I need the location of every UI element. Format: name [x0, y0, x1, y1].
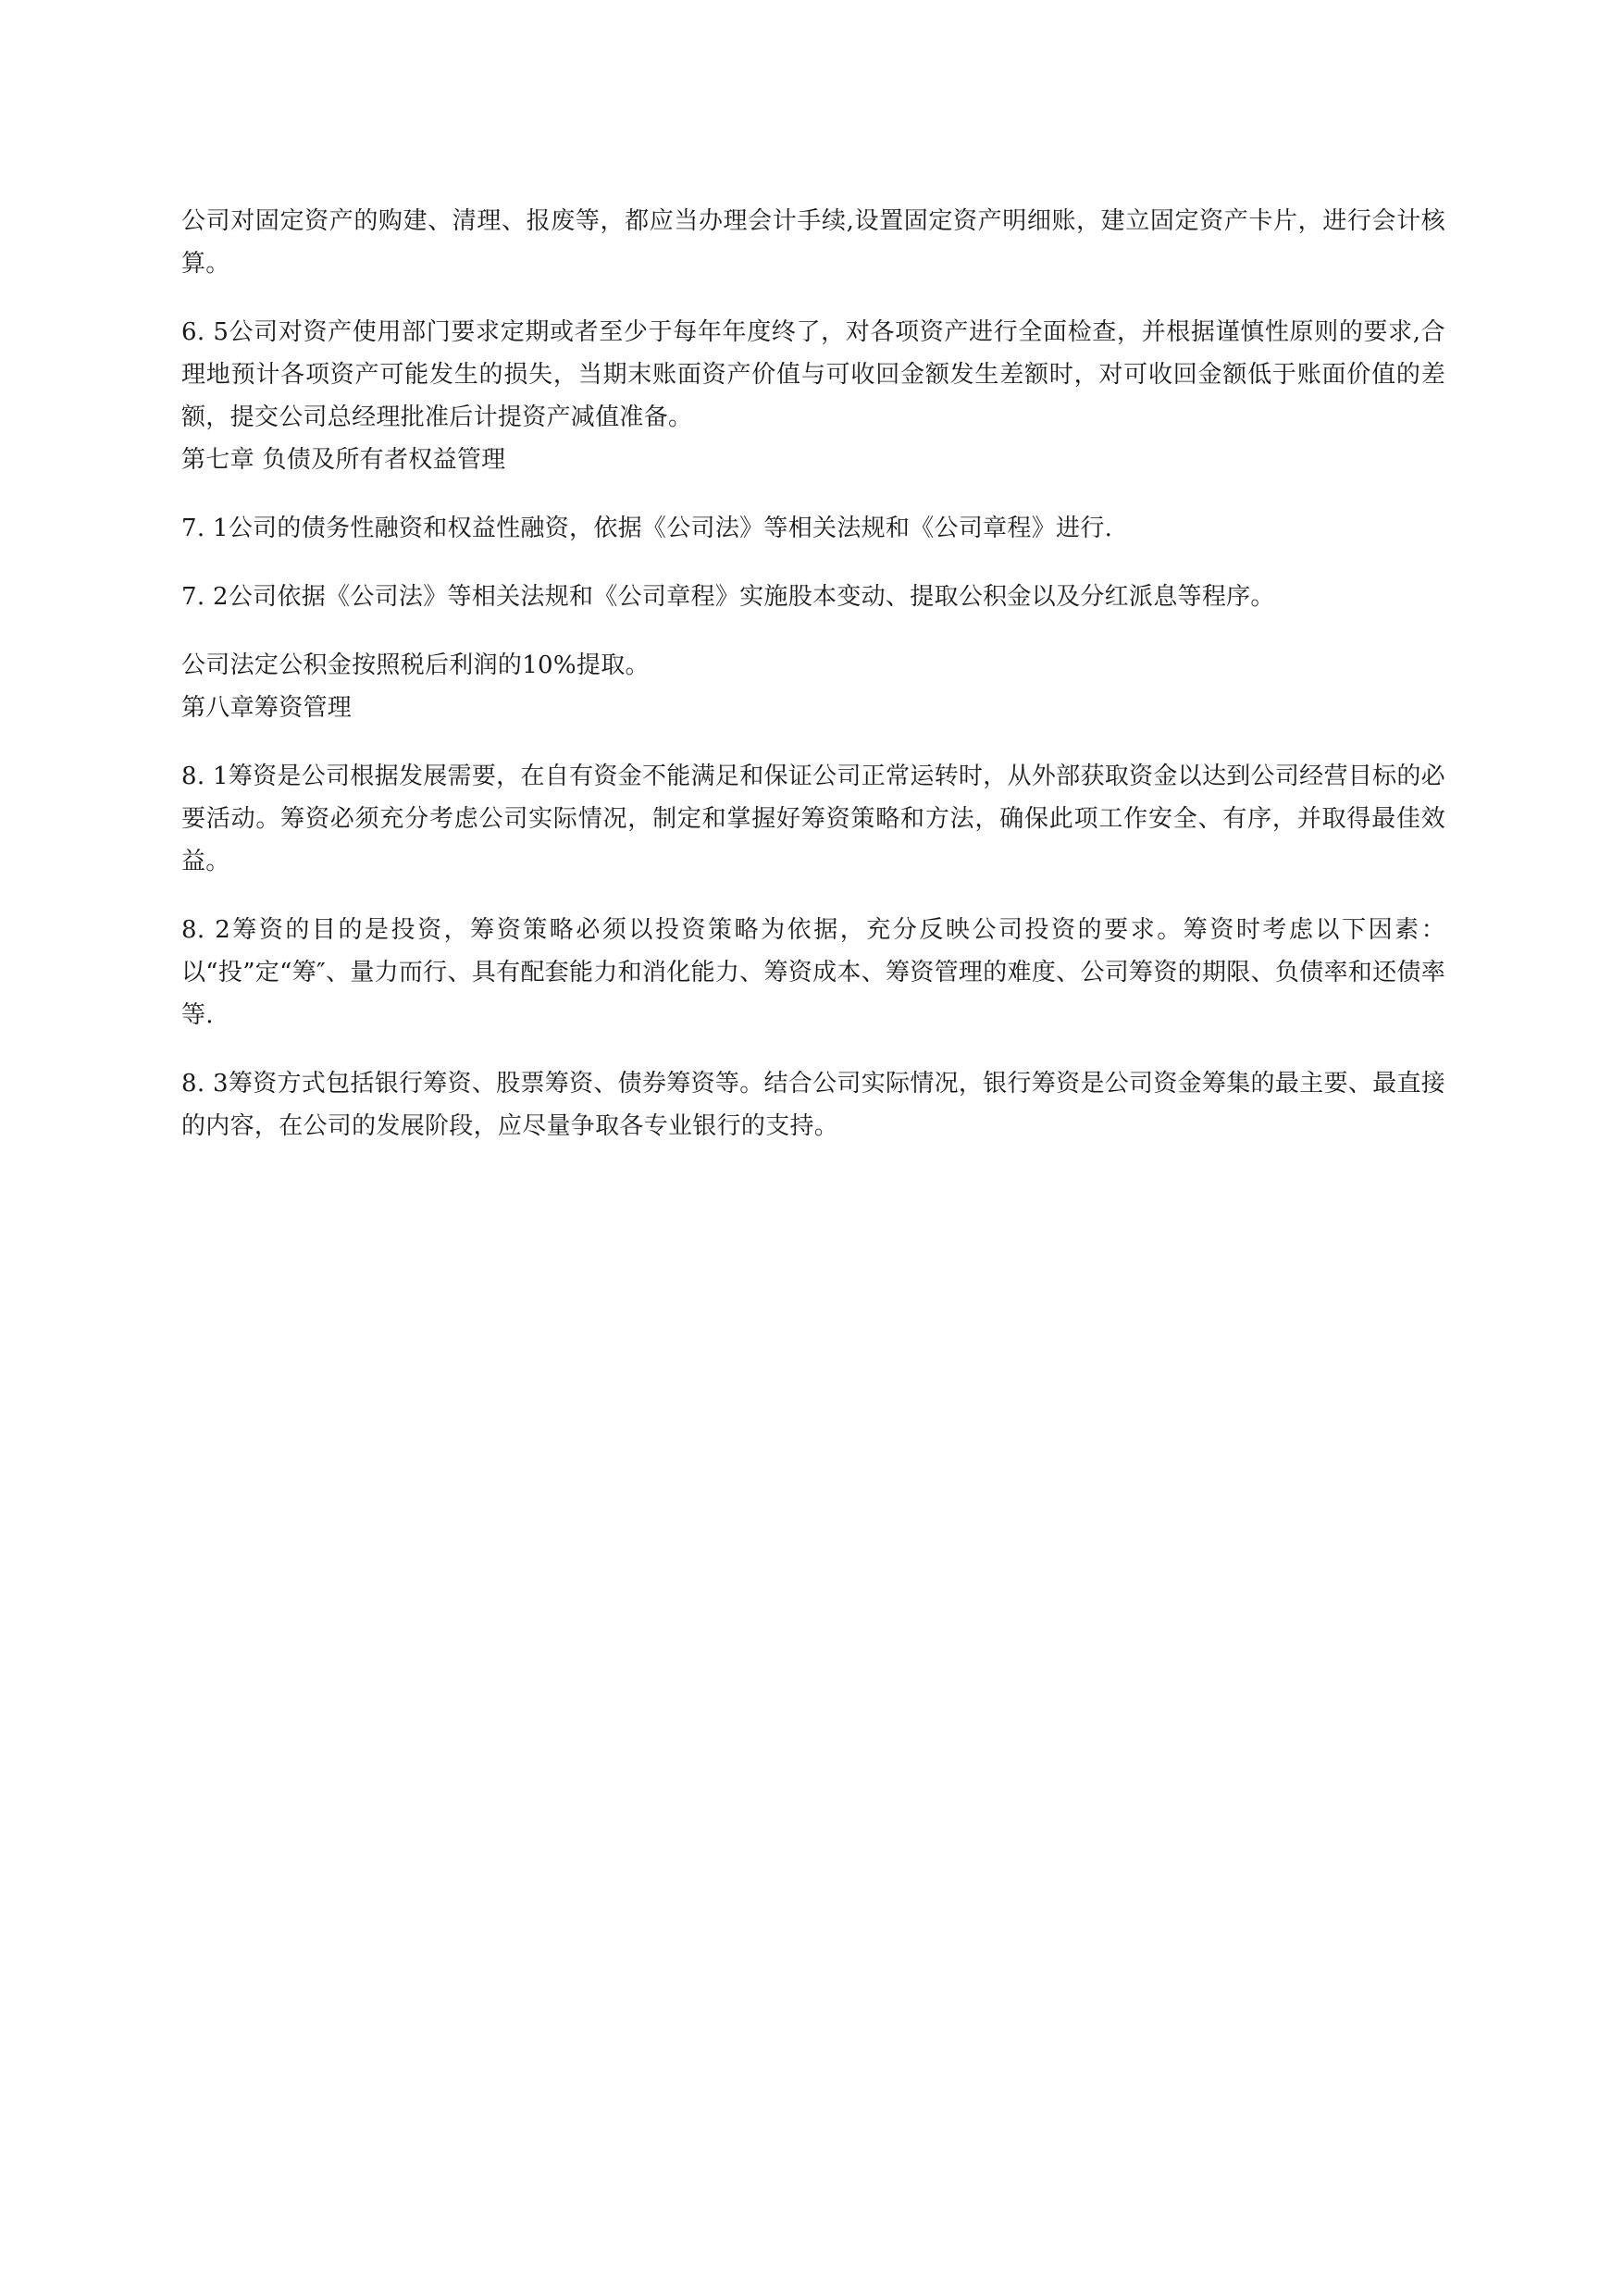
paragraph-fixed-assets-accounting: 公司对固定资产的购建、清理、报废等，都应当办理会计手续,设置固定资产明细账，建立固定资产卡片，进行会计核算。	[181, 207, 1445, 278]
document-body	[181, 200, 1445, 1148]
paragraph-8-3: 8. 3筹资方式包括银行筹资、股票筹资、债券筹资等。结合公司实际情况，银行筹资是公司资金筹集的最主要、最直接的内容，在公司的发展阶段，应尽量争取各专业银行的支持。	[181, 1070, 1445, 1140]
paragraph-7-2: 7. 2公司依据《公司法》等相关法规和《公司章程》实施股本变动、提取公积金以及分红派息等程序。	[181, 583, 1275, 611]
chapter-8-heading: 第八章筹资管理	[181, 694, 353, 722]
paragraph-8-1: 8. 1筹资是公司根据发展需要，在自有资金不能满足和保证公司正常运转时，从外部获取资金以达到公司经营目标的必要活动。筹资必须充分考虑公司实际情况，制定和掌握好筹资策略和方法，确保此项工作安全、有序，并取得最佳效益。	[181, 763, 1445, 875]
chapter-7-heading: 第七章 负债及所有者权益管理	[181, 446, 506, 474]
paragraph-8-2: 8. 2筹资的目的是投资，筹资策略必须以投资策略为依据，充分反映公司投资的要求。筹资时考虑以下因素：以“投”定“筹″、量力而行、具有配套能力和消化能力、筹资成本、筹资管理的难度、公司筹资的期限、负债率和还债率等.	[181, 916, 1445, 1029]
paragraph-6-5-asset-impairment: 6. 5公司对资产使用部门要求定期或者至少于每年年度终了，对各项资产进行全面检查，并根据谨慎性原则的要求,合理地预计各项资产可能发生的损失，当期末账面资产价值与可收回金额发生差额时，对可收回金额低于账面价值的差额，提交公司总经理批准后计提资产减值准备。	[181, 318, 1445, 431]
paragraph-7-1: 7. 1公司的债务性融资和权益性融资，依据《公司法》等相关法规和《公司章程》进行.	[181, 515, 1113, 542]
paragraph-7-statutory-reserve: 公司法定公积金按照税后利润的10%提取。	[181, 651, 650, 679]
